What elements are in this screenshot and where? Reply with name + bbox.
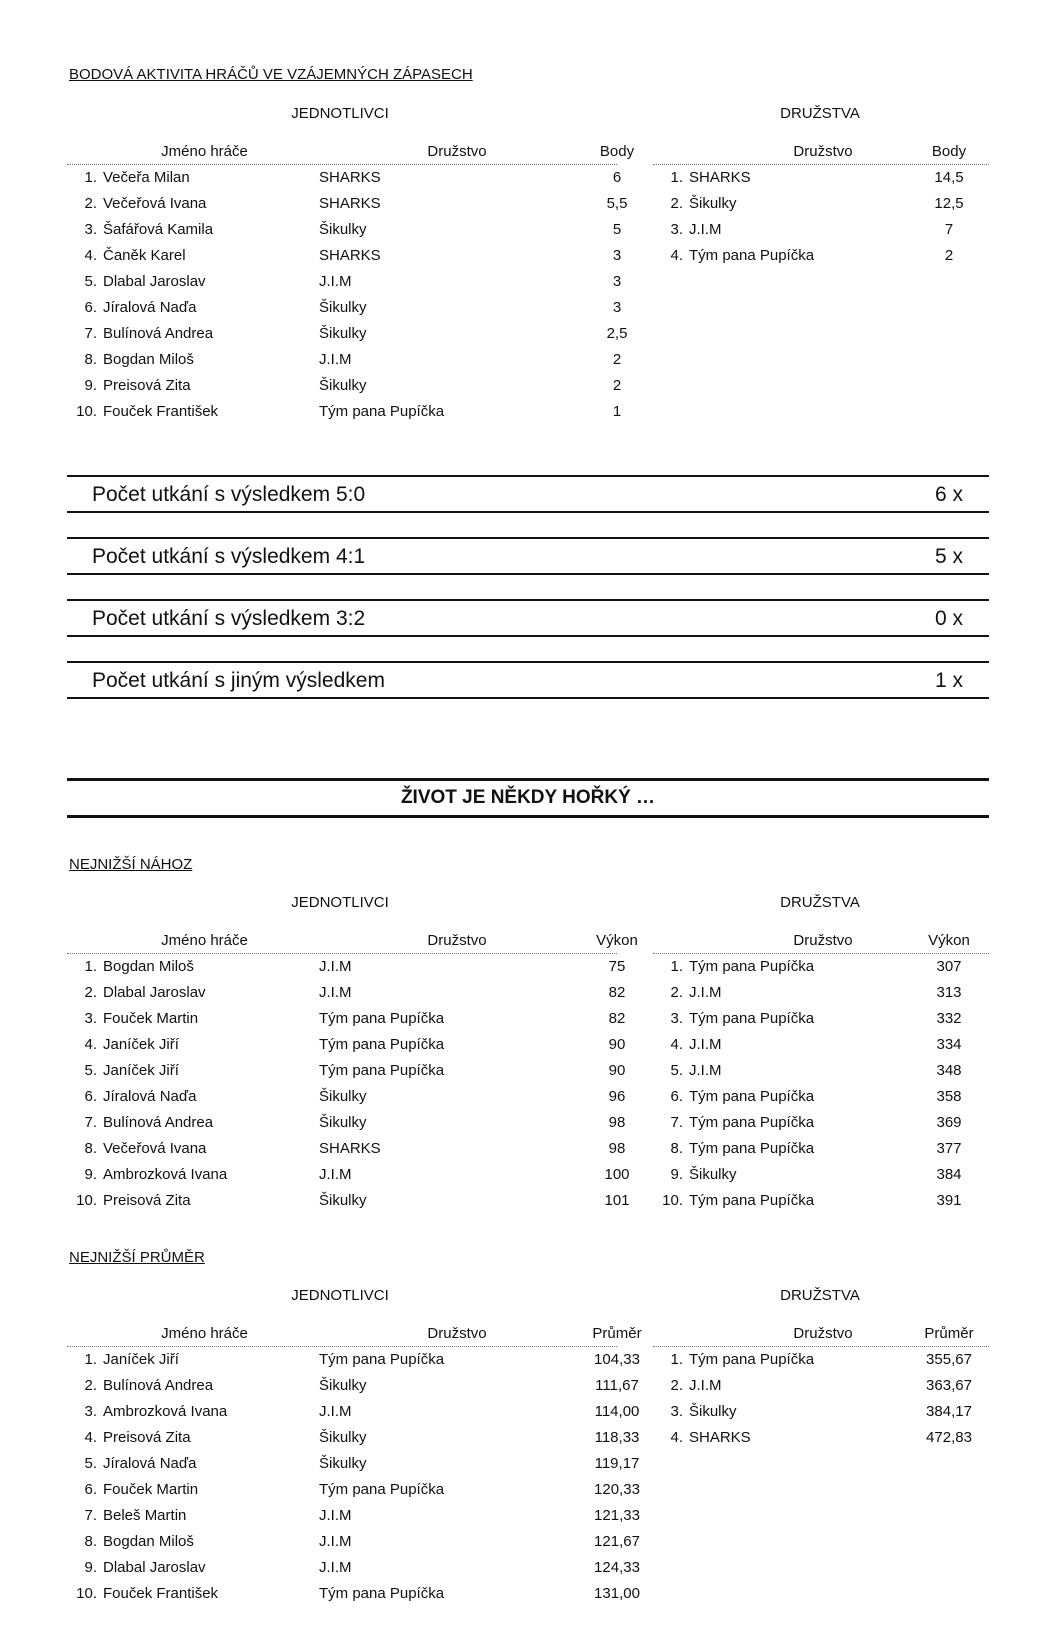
column-header-team: Družstvo — [427, 1325, 487, 1342]
team-name: Šikulky — [319, 377, 367, 394]
player-name: Fouček Martin — [103, 1481, 199, 1498]
row-rank: 3. — [84, 1403, 97, 1420]
table-row — [67, 166, 622, 192]
teams-group-title: DRUŽSTVA — [780, 105, 860, 122]
table-row — [67, 1085, 626, 1111]
row-value: 3 — [612, 247, 622, 264]
table-row — [67, 955, 626, 981]
table-row — [653, 1163, 989, 1189]
row-rank: 3. — [670, 1403, 683, 1420]
player-name: Večeřová Ivana — [103, 1140, 207, 1157]
table-row — [67, 1059, 626, 1085]
team-name: J.I.M — [319, 958, 352, 975]
team-name: Šikulky — [319, 1088, 367, 1105]
column-header-team: Družstvo — [427, 932, 487, 949]
team-name: Šikulky — [319, 1429, 367, 1446]
team-name: J.I.M — [689, 1377, 722, 1394]
row-rank: 6. — [84, 299, 97, 316]
row-rank: 4. — [84, 1429, 97, 1446]
row-value: 121,33 — [594, 1507, 640, 1524]
result-count-value: 1 x — [934, 669, 963, 692]
team-name: J.I.M — [319, 1533, 352, 1550]
result-count-row — [67, 537, 989, 575]
row-value: 348 — [936, 1062, 962, 1079]
player-name: Preisová Zita — [103, 377, 191, 394]
row-rank: 1. — [670, 1351, 683, 1368]
result-count-label: Počet utkání s jiným výsledkem — [92, 669, 385, 692]
team-name: J.I.M — [689, 1036, 722, 1053]
row-value: 121,67 — [594, 1533, 640, 1550]
individuals-group-title: JEDNOTLIVCI — [291, 894, 389, 911]
row-rank: 4. — [670, 1429, 683, 1446]
player-name: Fouček Martin — [103, 1010, 199, 1027]
team-name: Šikulky — [319, 1455, 367, 1472]
player-name: Preisová Zita — [103, 1192, 191, 1209]
row-rank: 4. — [84, 247, 97, 264]
row-rank: 2. — [670, 1377, 683, 1394]
player-name: Jíralová Naďa — [103, 1455, 197, 1472]
row-rank: 6. — [84, 1088, 97, 1105]
row-value: 334 — [936, 1036, 962, 1053]
row-rank: 5. — [84, 273, 97, 290]
row-value: 363,67 — [926, 1377, 972, 1394]
team-name: Tým pana Pupíčka — [689, 247, 815, 264]
column-header-value: Body — [599, 143, 635, 160]
table-row — [67, 218, 622, 244]
row-rank: 3. — [670, 221, 683, 238]
table-row — [653, 1348, 989, 1374]
table-row — [67, 1348, 640, 1374]
row-value: 12,5 — [934, 195, 964, 212]
column-header-value: Body — [931, 143, 967, 160]
row-rank: 1. — [84, 169, 97, 186]
table-row — [653, 1137, 989, 1163]
row-rank: 5. — [84, 1062, 97, 1079]
row-value: 391 — [936, 1192, 962, 1209]
team-name: J.I.M — [689, 984, 722, 1001]
table-row — [67, 1530, 640, 1556]
column-header-value: Průměr — [592, 1325, 642, 1342]
individuals-group-title: JEDNOTLIVCI — [291, 1287, 389, 1304]
row-value: 358 — [936, 1088, 962, 1105]
player-name: Bogdan Miloš — [103, 958, 194, 975]
player-name: Dlabal Jaroslav — [103, 273, 206, 290]
row-value: 114,00 — [594, 1403, 640, 1420]
table-row — [653, 1426, 989, 1452]
player-name: Večeřová Ivana — [103, 195, 207, 212]
table-row — [653, 981, 989, 1007]
team-name: SHARKS — [319, 195, 381, 212]
team-name: Tým pana Pupíčka — [319, 1481, 445, 1498]
table-row — [67, 400, 622, 426]
player-name: Jíralová Naďa — [103, 299, 197, 316]
row-rank: 2. — [84, 984, 97, 1001]
player-name: Čaněk Karel — [103, 247, 186, 264]
result-count-row — [67, 599, 989, 637]
row-rank: 7. — [84, 325, 97, 342]
result-count-value: 6 x — [934, 483, 963, 506]
team-name: J.I.M — [689, 221, 722, 238]
column-header-value: Výkon — [928, 932, 970, 949]
team-name: SHARKS — [319, 247, 381, 264]
individuals-group-title: JEDNOTLIVCI — [291, 105, 389, 122]
row-value: 98 — [608, 1114, 626, 1131]
individuals-header-row — [67, 1322, 642, 1347]
team-name: Tým pana Pupíčka — [689, 1088, 815, 1105]
table-row — [653, 192, 989, 218]
row-value: 3 — [612, 273, 622, 290]
teams-header-row — [653, 1322, 989, 1347]
row-rank: 8. — [84, 1533, 97, 1550]
result-count-row — [67, 475, 989, 513]
player-name: Večeřa Milan — [103, 169, 190, 186]
result-count-value: 0 x — [934, 607, 963, 630]
player-name: Janíček Jiří — [103, 1036, 179, 1053]
row-rank: 7. — [670, 1114, 683, 1131]
row-value: 369 — [936, 1114, 962, 1131]
result-count-label: Počet utkání s výsledkem 4:1 — [92, 545, 366, 568]
table-row — [653, 1400, 989, 1426]
team-name: Tým pana Pupíčka — [319, 403, 445, 420]
row-rank: 4. — [84, 1036, 97, 1053]
team-name: Tým pana Pupíčka — [319, 1010, 445, 1027]
player-name: Bulínová Andrea — [103, 1114, 214, 1131]
team-name: Šikulky — [319, 1114, 367, 1131]
result-count-label: Počet utkání s výsledkem 5:0 — [92, 483, 366, 506]
column-header-name: Jméno hráče — [161, 1325, 248, 1342]
result-count-label: Počet utkání s výsledkem 3:2 — [92, 607, 366, 630]
table-row — [67, 192, 628, 218]
row-value: 1 — [612, 403, 622, 420]
row-value: 131,00 — [594, 1585, 640, 1602]
player-name: Šafářová Kamila — [103, 221, 214, 238]
table-row — [653, 218, 989, 244]
table-row — [67, 1374, 639, 1400]
team-name: Šikulky — [319, 1192, 367, 1209]
team-name: Šikulky — [689, 195, 737, 212]
row-rank: 3. — [670, 1010, 683, 1027]
row-value: 2 — [612, 377, 622, 394]
team-name: Tým pana Pupíčka — [689, 1192, 815, 1209]
row-value: 332 — [936, 1010, 962, 1027]
row-value: 355,67 — [926, 1351, 972, 1368]
table-row — [67, 322, 628, 348]
row-value: 75 — [608, 958, 626, 975]
column-header-name: Jméno hráče — [161, 932, 248, 949]
table-row — [67, 1111, 626, 1137]
row-rank: 4. — [670, 1036, 683, 1053]
row-value: 100 — [604, 1166, 630, 1183]
row-value: 82 — [608, 1010, 626, 1027]
team-name: Šikulky — [689, 1403, 737, 1420]
table-row — [653, 1111, 989, 1137]
player-name: Dlabal Jaroslav — [103, 1559, 206, 1576]
player-name: Fouček František — [103, 1585, 219, 1602]
row-value: 14,5 — [934, 169, 964, 186]
row-value: 118,33 — [594, 1429, 640, 1446]
table-row — [67, 348, 622, 374]
row-rank: 2. — [670, 984, 683, 1001]
column-header-name: Jméno hráče — [161, 143, 248, 160]
row-rank: 10. — [662, 1192, 683, 1209]
table-row — [67, 1137, 626, 1163]
table-row — [653, 955, 989, 981]
row-value: 90 — [608, 1036, 626, 1053]
team-name: Tým pana Pupíčka — [689, 1114, 815, 1131]
table-row — [67, 1504, 640, 1530]
teams-header-row — [653, 140, 989, 165]
teams-group-title: DRUŽSTVA — [780, 894, 860, 911]
team-name: Tým pana Pupíčka — [689, 1351, 815, 1368]
team-name: Tým pana Pupíčka — [319, 1585, 445, 1602]
row-rank: 8. — [84, 351, 97, 368]
player-name: Fouček František — [103, 403, 219, 420]
row-value: 2 — [612, 351, 622, 368]
row-rank: 1. — [670, 169, 683, 186]
row-rank: 2. — [84, 195, 97, 212]
table-row — [67, 296, 622, 322]
row-value: 6 — [612, 169, 622, 186]
row-value: 384 — [936, 1166, 962, 1183]
table-row — [653, 1085, 989, 1111]
row-value: 2,5 — [606, 325, 628, 342]
row-rank: 2. — [84, 1377, 97, 1394]
row-value: 5 — [612, 221, 622, 238]
table-row — [67, 1007, 626, 1033]
row-rank: 7. — [84, 1114, 97, 1131]
row-rank: 5. — [670, 1062, 683, 1079]
row-rank: 6. — [84, 1481, 97, 1498]
section-title: BODOVÁ AKTIVITA HRÁČŮ VE VZÁJEMNÝCH ZÁPASECH — [69, 66, 473, 83]
column-header-team: Družstvo — [793, 1325, 853, 1342]
table-row — [67, 1033, 626, 1059]
individuals-header-row — [67, 929, 638, 954]
player-name: Janíček Jiří — [103, 1351, 179, 1368]
table-row — [67, 1478, 640, 1504]
team-name: Šikulky — [319, 325, 367, 342]
row-rank: 4. — [670, 247, 683, 264]
table-row — [67, 244, 622, 270]
player-name: Ambrozková Ivana — [103, 1166, 228, 1183]
table-row — [67, 270, 622, 296]
column-header-team: Družstvo — [793, 143, 853, 160]
table-row — [67, 1426, 640, 1452]
column-header-team: Družstvo — [793, 932, 853, 949]
player-name: Bogdan Miloš — [103, 1533, 194, 1550]
team-name: Tým pana Pupíčka — [319, 1036, 445, 1053]
column-header-value: Průměr — [924, 1325, 974, 1342]
table-row — [67, 1556, 640, 1582]
row-value: 119,17 — [594, 1455, 640, 1472]
row-rank: 3. — [84, 221, 97, 238]
section-title: NEJNIŽŠÍ NÁHOZ — [69, 856, 193, 873]
row-rank: 1. — [84, 958, 97, 975]
team-name: Tým pana Pupíčka — [319, 1062, 445, 1079]
row-value: 5,5 — [606, 195, 628, 212]
row-value: 96 — [608, 1088, 626, 1105]
table-row — [67, 1582, 640, 1608]
team-name: Tým pana Pupíčka — [689, 1010, 815, 1027]
table-row — [653, 1059, 989, 1085]
result-count-row — [67, 661, 989, 699]
row-rank: 10. — [76, 1585, 97, 1602]
player-name: Bulínová Andrea — [103, 1377, 214, 1394]
row-rank: 6. — [670, 1088, 683, 1105]
table-row — [67, 374, 622, 400]
row-rank: 9. — [84, 1559, 97, 1576]
team-name: J.I.M — [319, 351, 352, 368]
individuals-header-row — [67, 140, 635, 165]
row-rank: 1. — [670, 958, 683, 975]
player-name: Preisová Zita — [103, 1429, 191, 1446]
table-row — [67, 1163, 630, 1189]
player-name: Bogdan Miloš — [103, 351, 194, 368]
row-rank: 1. — [84, 1351, 97, 1368]
player-name: Jíralová Naďa — [103, 1088, 197, 1105]
row-rank: 10. — [76, 403, 97, 420]
row-rank: 9. — [670, 1166, 683, 1183]
row-value: 313 — [936, 984, 962, 1001]
team-name: Tým pana Pupíčka — [319, 1351, 445, 1368]
row-rank: 10. — [76, 1192, 97, 1209]
row-value: 377 — [936, 1140, 962, 1157]
team-name: SHARKS — [319, 169, 381, 186]
player-name: Bulínová Andrea — [103, 325, 214, 342]
team-name: J.I.M — [319, 984, 352, 1001]
row-value: 3 — [612, 299, 622, 316]
player-name: Ambrozková Ivana — [103, 1403, 228, 1420]
row-value: 2 — [944, 247, 954, 264]
team-name: J.I.M — [319, 1403, 352, 1420]
team-name: Šikulky — [319, 299, 367, 316]
table-row — [653, 166, 989, 192]
table-row — [653, 1033, 989, 1059]
table-row — [67, 1452, 640, 1478]
row-value: 124,33 — [594, 1559, 640, 1576]
team-name: SHARKS — [689, 1429, 751, 1446]
team-name: Tým pana Pupíčka — [689, 958, 815, 975]
team-name: J.I.M — [319, 1507, 352, 1524]
column-header-value: Výkon — [596, 932, 638, 949]
section-title: NEJNIŽŠÍ PRŮMĚR — [69, 1249, 205, 1266]
player-name: Janíček Jiří — [103, 1062, 179, 1079]
team-name: J.I.M — [319, 273, 352, 290]
team-name: SHARKS — [319, 1140, 381, 1157]
row-value: 98 — [608, 1140, 626, 1157]
row-value: 7 — [944, 221, 954, 238]
teams-group-title: DRUŽSTVA — [780, 1287, 860, 1304]
team-name: Šikulky — [689, 1166, 737, 1183]
table-row — [67, 1189, 630, 1215]
row-value: 384,17 — [926, 1403, 972, 1420]
row-value: 90 — [608, 1062, 626, 1079]
row-value: 472,83 — [926, 1429, 972, 1446]
row-value: 104,33 — [594, 1351, 640, 1368]
table-row — [653, 1189, 989, 1215]
row-value: 82 — [608, 984, 626, 1001]
section-banner: ŽIVOT JE NĚKDY HOŘKÝ … — [67, 778, 989, 818]
table-row — [653, 244, 989, 270]
team-name: J.I.M — [689, 1062, 722, 1079]
table-row — [67, 1400, 640, 1426]
result-count-value: 5 x — [934, 545, 963, 568]
row-value: 307 — [936, 958, 962, 975]
team-name: Šikulky — [319, 221, 367, 238]
column-header-team: Družstvo — [427, 143, 487, 160]
row-rank: 8. — [84, 1140, 97, 1157]
row-rank: 3. — [84, 1010, 97, 1027]
row-rank: 9. — [84, 1166, 97, 1183]
row-value: 101 — [604, 1192, 630, 1209]
teams-header-row — [653, 929, 989, 954]
table-row — [653, 1007, 989, 1033]
team-name: Šikulky — [319, 1377, 367, 1394]
row-rank: 8. — [670, 1140, 683, 1157]
row-rank: 7. — [84, 1507, 97, 1524]
row-value: 111,67 — [595, 1377, 639, 1394]
table-row — [653, 1374, 989, 1400]
team-name: J.I.M — [319, 1166, 352, 1183]
player-name: Beleš Martin — [103, 1507, 187, 1524]
row-rank: 2. — [670, 195, 683, 212]
row-rank: 9. — [84, 377, 97, 394]
team-name: J.I.M — [319, 1559, 352, 1576]
table-row — [67, 981, 626, 1007]
team-name: Tým pana Pupíčka — [689, 1140, 815, 1157]
row-value: 120,33 — [594, 1481, 640, 1498]
team-name: SHARKS — [689, 169, 751, 186]
row-rank: 5. — [84, 1455, 97, 1472]
player-name: Dlabal Jaroslav — [103, 984, 206, 1001]
